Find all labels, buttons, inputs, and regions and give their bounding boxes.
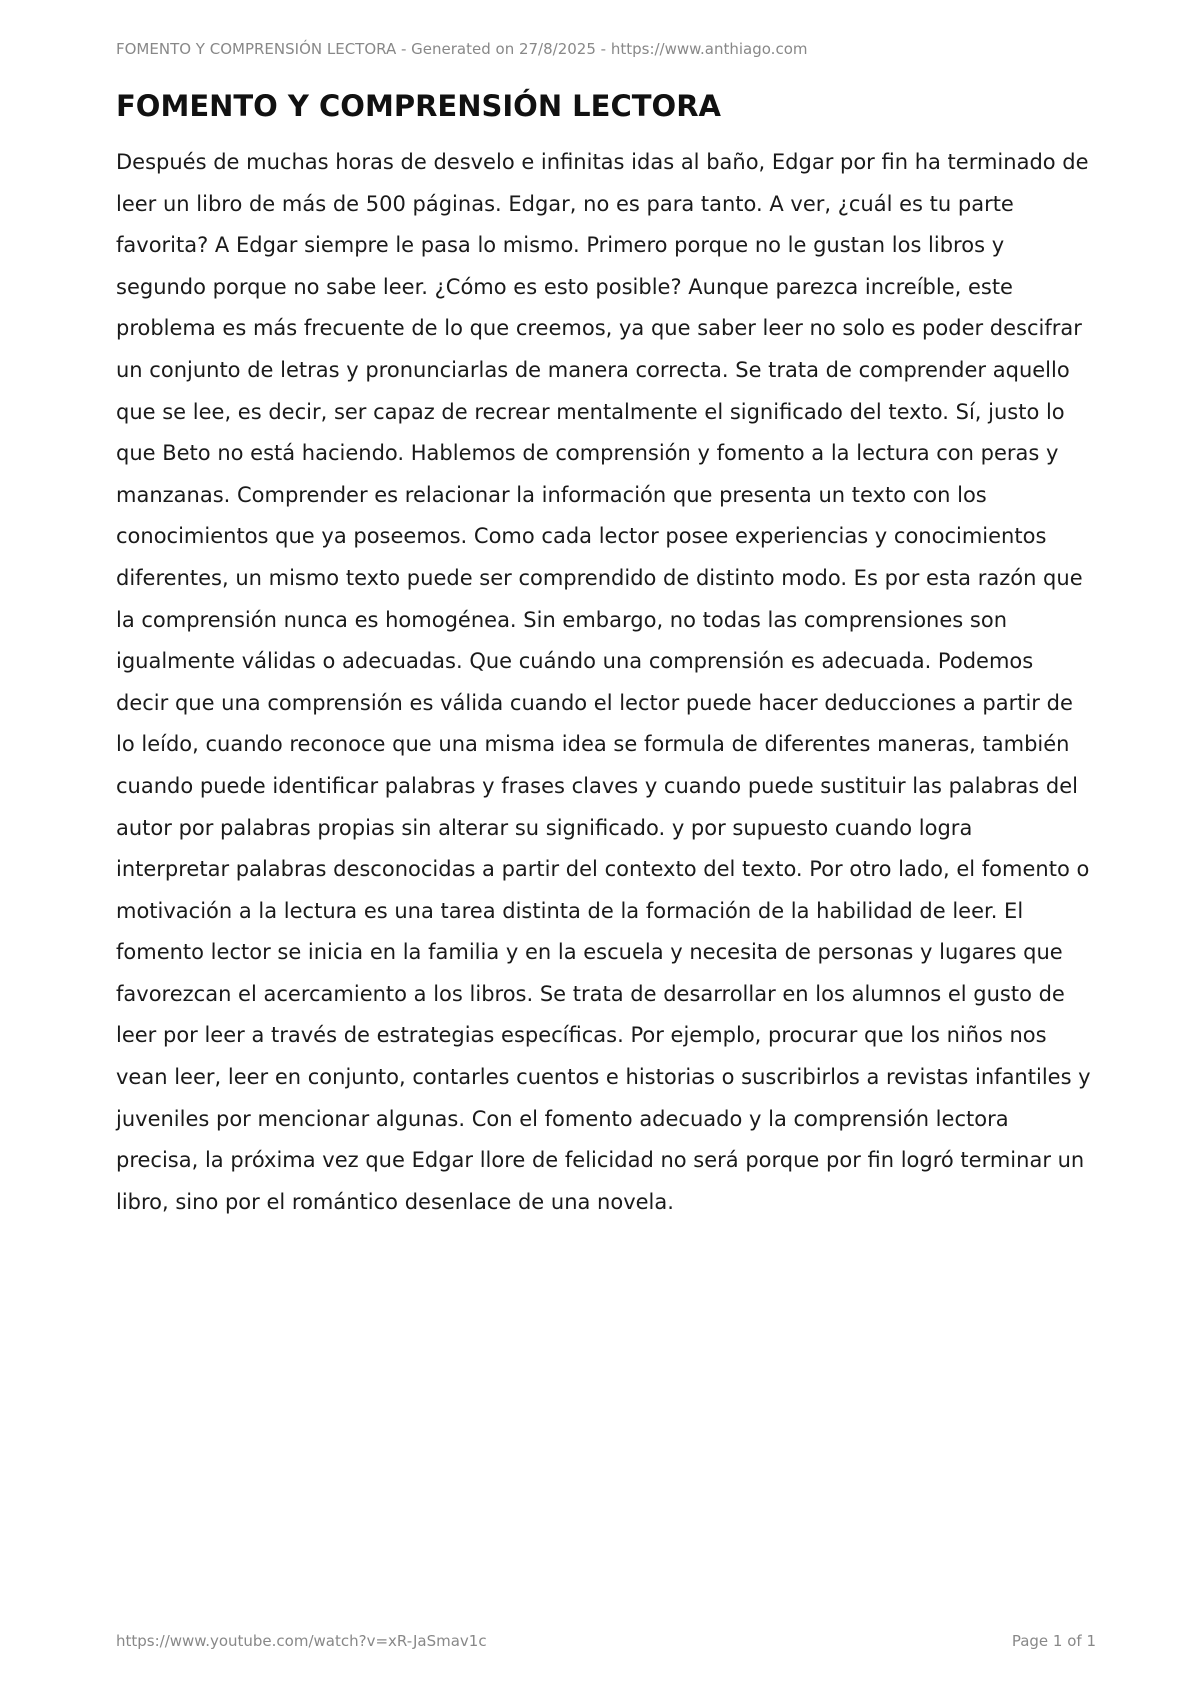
footer-source-url: https://www.youtube.com/watch?v=xR-JaSmav1c <box>116 1632 487 1650</box>
page-header: FOMENTO Y COMPRENSIÓN LECTORA - Generated on 27/8/2025 - https://www.anthiago.com <box>116 40 808 58</box>
document-title: FOMENTO Y COMPRENSIÓN LECTORA <box>116 89 721 123</box>
page-number: Page 1 of 1 <box>1011 1632 1096 1650</box>
document-body-paragraph: Después de muchas horas de desvelo e infinitas idas al baño, Edgar por fin ha terminado de leer un libro de más de 500 páginas. Edgar, no es para tanto. A ver, ¿cuál es tu parte favorita? A Edgar siempre le pasa lo mismo. Primero porque no le gustan los libros y segundo porque no sabe leer. ¿Cómo es esto posible? Aunque parezca increíble, este problema es más frecuente de lo que creemos, ya que saber leer no solo es poder descifrar un conjunto de letras y pronunciarlas de manera correcta. Se trata de comprender aquello que se lee, es decir, ser capaz de recrear mentalmente el significado del texto. Sí, justo lo que Beto no está haciendo. Hablemos de comprensión y fomento a la lectura con peras y manzanas. Comprender es relacionar la información que presenta un texto con los conocimientos que ya poseemos. Como cada lector posee experiencias y conocimientos diferentes, un mismo texto puede ser comprendido de distinto modo. Es por esta razón que la comprensión nunca es homogénea. Sin embargo, no todas las comprensiones son igualmente válidas o adecuadas. Que cuándo una comprensión es adecuada. Podemos decir que una comprensión es válida cuando el lector puede hacer deducciones a partir de lo leído, cuando reconoce que una misma idea se formula de diferentes maneras, también cuando puede identificar palabras y frases claves y cuando puede sustituir las palabras del autor por palabras propias sin alterar su significado. y por supuesto cuando logra interpretar palabras desconocidas a partir del contexto del texto. Por otro lado, el fomento o motivación a la lectura es una tarea distinta de la formación de la habilidad de leer. El fomento lector se inicia en la familia y en la escuela y necesita de personas y lugares que favorezcan el acercamiento a los libros. Se trata de desarrollar en los alumnos el gusto de leer por leer a través de estrategias específicas. Por ejemplo, procurar que los niños nos vean leer, leer en conjunto, contarles cuentos e historias o suscribirlos a revistas infantiles y juveniles por mencionar algunas. Con el fomento adecuado y la comprensión lectora precisa, la próxima vez que Edgar llore de felicidad no será porque por fin logró terminar un libro, sino por el romántico desenlace de una novela. <box>116 150 1091 1214</box>
